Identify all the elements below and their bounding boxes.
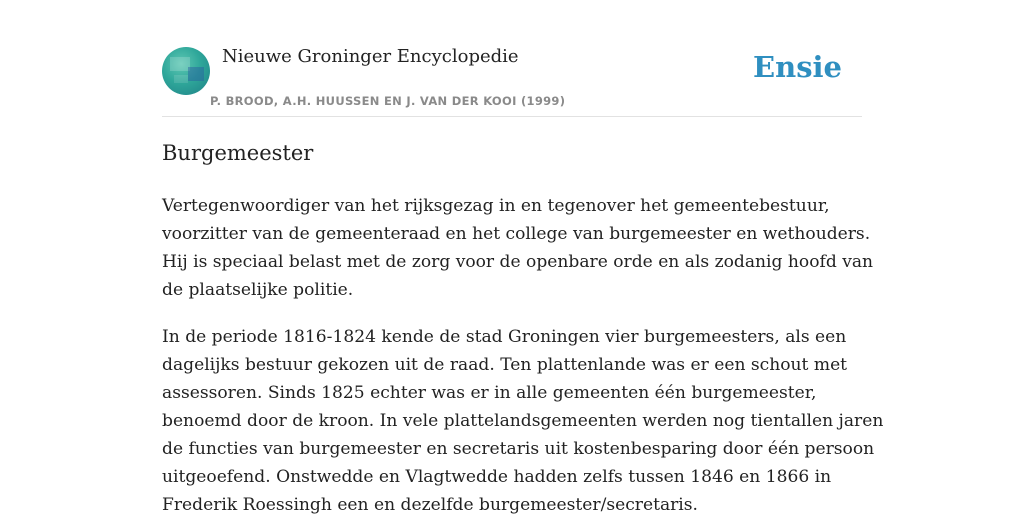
article-page [162,0,884,515]
avatar-detail [170,57,190,71]
source-header [162,0,862,117]
ensie-logo[interactable]: Ensie [753,50,842,84]
article-paragraph [162,323,884,519]
source-title[interactable]: Nieuwe Groninger Encyclopedie [222,46,519,67]
paragraph-line: voorzitter van de gemeenteraad en het college van burgemeester en wethouders. [162,224,871,244]
avatar-detail [174,75,188,83]
source-authors: P. BROOD, A.H. HUUSSEN EN J. VAN DER KOOI (1999) [210,94,566,108]
paragraph-line: de functies van burgemeester en secretaris uit kostenbesparing door één persoon [162,439,875,459]
paragraph-line: Hij is speciaal belast met de zorg voor de openbare orde en als zodanig hoofd van [162,252,874,272]
paragraph-line: benoemd door de kroon. In vele plattelandsgemeenten werden nog tientallen jaren [162,411,884,431]
article-paragraph [162,192,874,304]
paragraph-line: Frederik Roessingh een en dezelfde burgemeester/secretaris. [162,495,698,515]
paragraph-line: de plaatselijke politie. [162,280,354,300]
article-title: Burgemeester [162,141,314,165]
paragraph-line: In de periode 1816-1824 kende de stad Groningen vier burgemeesters, als een [162,327,847,347]
avatar-detail [188,67,204,81]
paragraph-line: assessoren. Sinds 1825 echter was er in alle gemeenten één burgemeester, [162,383,817,403]
source-avatar[interactable] [162,47,210,95]
paragraph-line: dagelijks bestuur gekozen uit de raad. Ten plattenlande was er een schout met [162,355,848,375]
paragraph-line: uitgeoefend. Onstwedde en Vlagtwedde hadden zelfs tussen 1846 en 1866 in [162,467,832,487]
paragraph-line: Vertegenwoordiger van het rijksgezag in en tegenover het gemeentebestuur, [162,196,830,216]
